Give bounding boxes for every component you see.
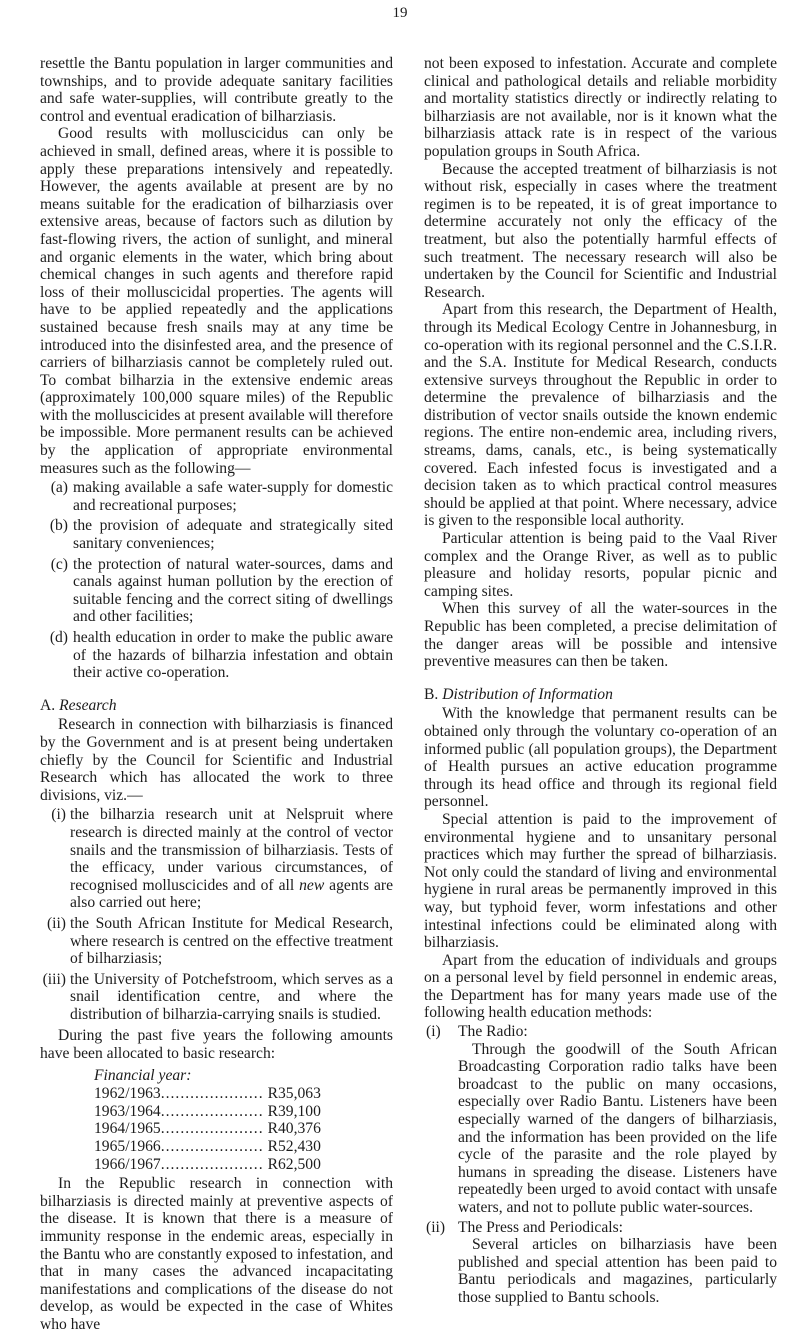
- right-column: [424, 55, 777, 1311]
- financial-year: 1962/1963: [94, 1085, 161, 1103]
- list-text: the University of Potchefstroom, which serves as a snail identification centre, and where the distribution of bilharzia-carrying snails is studied.: [70, 970, 393, 1023]
- financial-amount: R35,063: [267, 1085, 321, 1103]
- division-item: [40, 806, 393, 912]
- paragraph-hygiene: Special attention is paid to the improvement of environmental hygiene and to unsanitary personal practices which may further the spread of bilharziasis. Not only could the standard of living and environmental hygiene in rural areas be permanently improved in this way, but typhoid fever, worm infestations and other intestinal infections could be eliminated along with bilharziasis.: [424, 810, 777, 952]
- paragraph-education-programme: With the knowledge that permanent results can be obtained only through the voluntary co-operation of an informed public (all population groups), the Department of Health pursues an active education programme through its head office and through its regional field personnel.: [424, 705, 777, 811]
- financial-row: [94, 1138, 321, 1156]
- environmental-measures-list: [40, 479, 393, 682]
- list-text: the South African Institute for Medical Research, where research is centred on the effective treatment of bilharziasis;: [70, 914, 393, 968]
- leader-dots: .....................: [160, 1138, 264, 1156]
- paragraph-molluscicides: Good results with molluscicidus can only be achieved in small, defined areas, where it is possible to apply these preparations intensively and repeatedly. However, the agents available at present are by no means suitable for the eradication of bilharziasis over extensive areas, because of factors such as dilution by fast-flowing rivers, the action of sunlight, and mineral and organic elements in the water, which bring about chemical changes in such agents and therefore rapid loss of their molluscicidal properties. The agents will have to be applied repeatedly and the applications sustained because fresh snails may at any time be introduced into the disinfested area, and the presence of carriers of bilharziasis cannot be completely ruled out. To combat bilharzia in the extensive endemic areas (approximately 100,000 square miles) of the Republic with the molluscicides at present available will therefore be impossible. More permanent results can be achieved by the application of appropriate environmental measures such as the following—: [40, 125, 393, 477]
- list-marker: (a): [50, 479, 68, 497]
- paragraph-surveys: Apart from this research, the Department of Health, through its Medical Ecology Centre in Johannesburg, in co-operation with its regional personnel and the C.S.I.R. and the S.A. Institute for Medical Research, conducts extensive surveys throughout the Republic in order to determine the prevalence of bilharziasis and the distribution of vector snails outside the known endemic regions. The entire non-endemic area, including rivers, streams, dams, canals, etc., is being systematically covered. Each infested focus is investigated and a decision taken as to which practical control measures should be applied at that point. Where necessary, advice is given to the responsible local authority.: [424, 301, 777, 530]
- paragraph-delimitation: When this survey of all the water-sources in the Republic has been completed, a precise delimitation of the danger areas will be possible and intensive preventive measures can then be taken.: [424, 600, 777, 671]
- measure-item: [40, 479, 393, 514]
- section-title: Distribution of Information: [442, 685, 613, 703]
- list-text: health education in order to make the public aware of the hazards of bilharzia infestation and obtain their active co-operation.: [73, 629, 393, 682]
- paragraph-amounts-intro: During the past five years the following amounts have been allocated to basic research:: [40, 1027, 393, 1063]
- list-marker: (iii): [42, 970, 66, 988]
- list-marker: (c): [50, 555, 68, 573]
- financial-amount: R39,100: [267, 1102, 321, 1120]
- list-marker: (i): [51, 806, 66, 824]
- leader-dots: .....................: [160, 1102, 264, 1120]
- list-marker: (d): [49, 629, 68, 646]
- section-heading-research: [40, 697, 393, 715]
- financial-year: 1964/1965: [94, 1120, 161, 1138]
- measure-item: [40, 629, 393, 682]
- financial-row: [94, 1155, 321, 1174]
- list-marker: (i): [426, 1023, 441, 1041]
- leader-dots: .....................: [160, 1155, 264, 1173]
- financial-year: 1965/1966: [94, 1138, 161, 1156]
- section-title: Research: [59, 696, 117, 714]
- measure-item: [40, 556, 393, 626]
- paragraph-continuation: not been exposed to infestation. Accurate and complete clinical and pathological details and reliable morbidity and mortality statistics directly or indirectly relating to bilharziasis are not available, nor is it known what the bilharziasis attack rate is in respect of the various population groups in South Africa.: [424, 55, 777, 160]
- financial-year: 1966/1967: [94, 1155, 161, 1173]
- financial-year: 1963/1964: [94, 1102, 161, 1120]
- research-divisions-list: [40, 806, 393, 1023]
- method-text: Through the goodwill of the South African Broadcasting Corporation radio talks have been broadcast to the public on many occasions, especially over Radio Bantu. Listeners have been especially warned of the dangers of bilharziasis, and the information has been provided on the life cycle of the parasite and the role played by humans in spreading the disease. Listeners have repeatedly been urged to avoid contact with unsafe waters, and not to pollute public water-sources.: [458, 1040, 777, 1216]
- list-text: the bilharzia research unit at Nelspruit where research is directed mainly at the control of vector snails and the transmission of bilharziasis. Tests of the efficacy, under various circumstances, of recognised molluscicides and of all: [70, 806, 393, 894]
- list-text: the protection of natural water-sources, dams and canals against human pollution by the erection of suitable fencing and the correct siting of dwellings and other facilities;: [73, 555, 393, 626]
- financial-amount: R40,376: [267, 1120, 321, 1138]
- section-letter: B.: [424, 685, 439, 703]
- paragraph-continuation: resettle the Bantu population in larger communities and townships, and to provide adequate sanitary facilities and safe water-supplies, will contribute greatly to the control and eventual eradication of bilharziasis.: [40, 55, 393, 125]
- method-item: [424, 1219, 777, 1307]
- list-text: agents are also carried out here;: [70, 876, 393, 912]
- paragraph-preventive-research: In the Republic research in connection with bilharziasis is directed mainly at preventive aspects of the disease. It is known that there is a measure of immunity response in the endemic areas, especially in the Bantu who are constantly exposed to infestation, and that in many cases the advanced incapacitating manifestations and complications of the disease do not develop, as would be expected in the case of Whites who have: [40, 1175, 393, 1333]
- page-number: 19: [392, 5, 408, 21]
- leader-dots: .....................: [160, 1085, 264, 1103]
- method-text: Several articles on bilharziasis have been published and special attention has been paid to Bantu periodicals and magazines, particularly those supplied to Bantu schools.: [458, 1236, 777, 1306]
- method-title: The Radio:: [458, 1023, 528, 1041]
- paragraph-research-funding: Research in connection with bilharziasis is financed by the Government and is at present being undertaken chiefly by the Council for Scientific and Industrial Research which has allocated the work to three divisions, viz.—: [40, 716, 393, 804]
- leader-dots: .....................: [160, 1120, 264, 1138]
- financial-row: [94, 1085, 321, 1103]
- division-item: [40, 971, 393, 1024]
- list-marker: (ii): [426, 1218, 446, 1236]
- financial-row: [94, 1102, 321, 1121]
- financial-row: [94, 1120, 321, 1138]
- financial-year-table: [94, 1067, 393, 1174]
- method-title: The Press and Periodicals:: [458, 1218, 623, 1236]
- measure-item: [40, 517, 393, 552]
- paragraph-methods-intro: Apart from the education of individuals and groups on a personal level by field personnel in endemic areas, the Department has for many years made use of the following health education methods:: [424, 951, 777, 1022]
- emphasis: new: [299, 876, 325, 894]
- method-item: [424, 1023, 777, 1217]
- paragraph-vaal-river: Particular attention is being paid to the Vaal River complex and the Orange River, as well as to public pleasure and holiday resorts, popular picnic and camping sites.: [424, 530, 777, 600]
- left-column: [40, 55, 393, 1334]
- financial-amount: R62,500: [267, 1155, 321, 1173]
- division-item: [40, 915, 393, 968]
- list-marker: (ii): [46, 914, 66, 932]
- section-letter: A.: [40, 696, 56, 714]
- list-marker: (b): [49, 517, 68, 535]
- section-heading-distribution: [424, 686, 777, 704]
- financial-year-caption: Financial year:: [94, 1066, 192, 1084]
- list-text: the provision of adequate and strategically sited sanitary conveniences;: [73, 517, 393, 553]
- financial-amount: R52,430: [267, 1138, 321, 1156]
- paragraph-treatment-risk: Because the accepted treatment of bilharziasis is not without risk, especially in cases where the treatment regimen is to be repeated, it is of great importance to determine accurately not only the efficacy of the treatment, but also the potentially harmful effects of such treatment. The necessary research will also be undertaken by the Council for Scientific and Industrial Research.: [424, 160, 777, 301]
- list-text: making available a safe water-supply for domestic and recreational purposes;: [73, 479, 393, 514]
- education-methods-list: [424, 1023, 777, 1307]
